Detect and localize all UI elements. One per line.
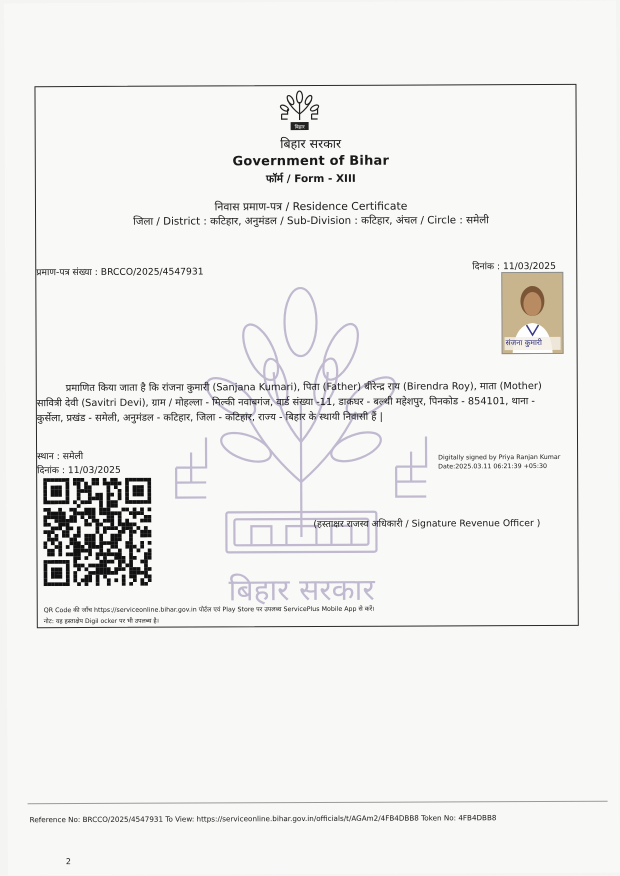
applicant-photo <box>501 272 563 354</box>
certificate-body-line-1: प्रमाणित किया जाता है कि रांजना कुमारी (Sanjana Kumari), पिता (Father) बीरेन्द्र राय (Birendra Roy), माता (Mother) <box>65 380 542 395</box>
state-name-english: Government of Bihar <box>232 153 390 170</box>
photo-caption: संजना कुमारी <box>505 337 542 348</box>
jurisdiction-line: जिला / District : कटिहार, अनुमंडल / Sub-Division : कटिहार, अंचल / Circle : समेली <box>133 214 489 228</box>
digilocker-note: नोट: यह हस्ताक्षेप Digil ocker पर भी उपलब्ध है। <box>43 617 159 626</box>
qr-code-icon[interactable] <box>43 478 151 586</box>
signature-officer: (हस्ताक्षर राजस्व अधिकारी / Signature Revenue Officer ) <box>313 518 541 530</box>
qr-verification-note: QR Code की जाँच https://serviceonline.bihar.gov.in पोर्टल एवं Play Store पर उपलब्ध ServicePlus Mobile App से करें। <box>43 605 375 615</box>
watermark-text: बिहार सरकार <box>228 572 375 609</box>
certificate-title: निवास प्रमाण-पत्र / Residence Certificate <box>214 199 408 214</box>
reference-line: Reference No: BRCCO/2025/4547931 To View: https://serviceonline.bihar.gov.in/officials/t/AGAm2/4FB4DBB8 Token No: 4FB4DBB8 <box>29 813 497 825</box>
digital-signature-name: Digitally signed by Priya Ranjan Kumar <box>438 453 561 462</box>
digital-signature-date: Date:2025.03.11 06:21:39 +05:30 <box>438 462 548 471</box>
form-number: फॉर्म / Form - XIII <box>265 172 356 186</box>
issue-date: दिनांक : 11/03/2025 <box>37 464 121 477</box>
certificate-date: दिनांक : 11/03/2025 <box>472 260 556 273</box>
certificate-number: प्रमाण-पत्र संख्या : BRCCO/2025/4547931 <box>36 266 204 279</box>
state-name-hindi: बिहार सरकार <box>280 135 342 152</box>
certificate-body-line-3: कुर्सेला, प्रखंड - समेली, अनुमंडल - कटिहार, जिला - कटिहार, राज्य - बिहार के स्थायी निवासी हैं | <box>36 411 383 425</box>
footer-divider <box>28 801 608 805</box>
certificate-body-line-2: सावित्री देवी (Savitri Devi), ग्राम / मोहल्ला - मिल्की नवाबगंज, वार्ड संख्या -11, डाकघर - बल्थी महेशपुर, पिनकोड - 854101, थाना - <box>36 396 535 410</box>
bihar-emblem-icon <box>279 90 319 132</box>
document-page <box>4 1 620 876</box>
place-label: स्थान : समेली <box>37 450 84 463</box>
page-mark: 2 <box>65 857 71 867</box>
emblem-label: बिहार <box>294 124 305 131</box>
bihar-watermark-icon <box>165 281 436 612</box>
